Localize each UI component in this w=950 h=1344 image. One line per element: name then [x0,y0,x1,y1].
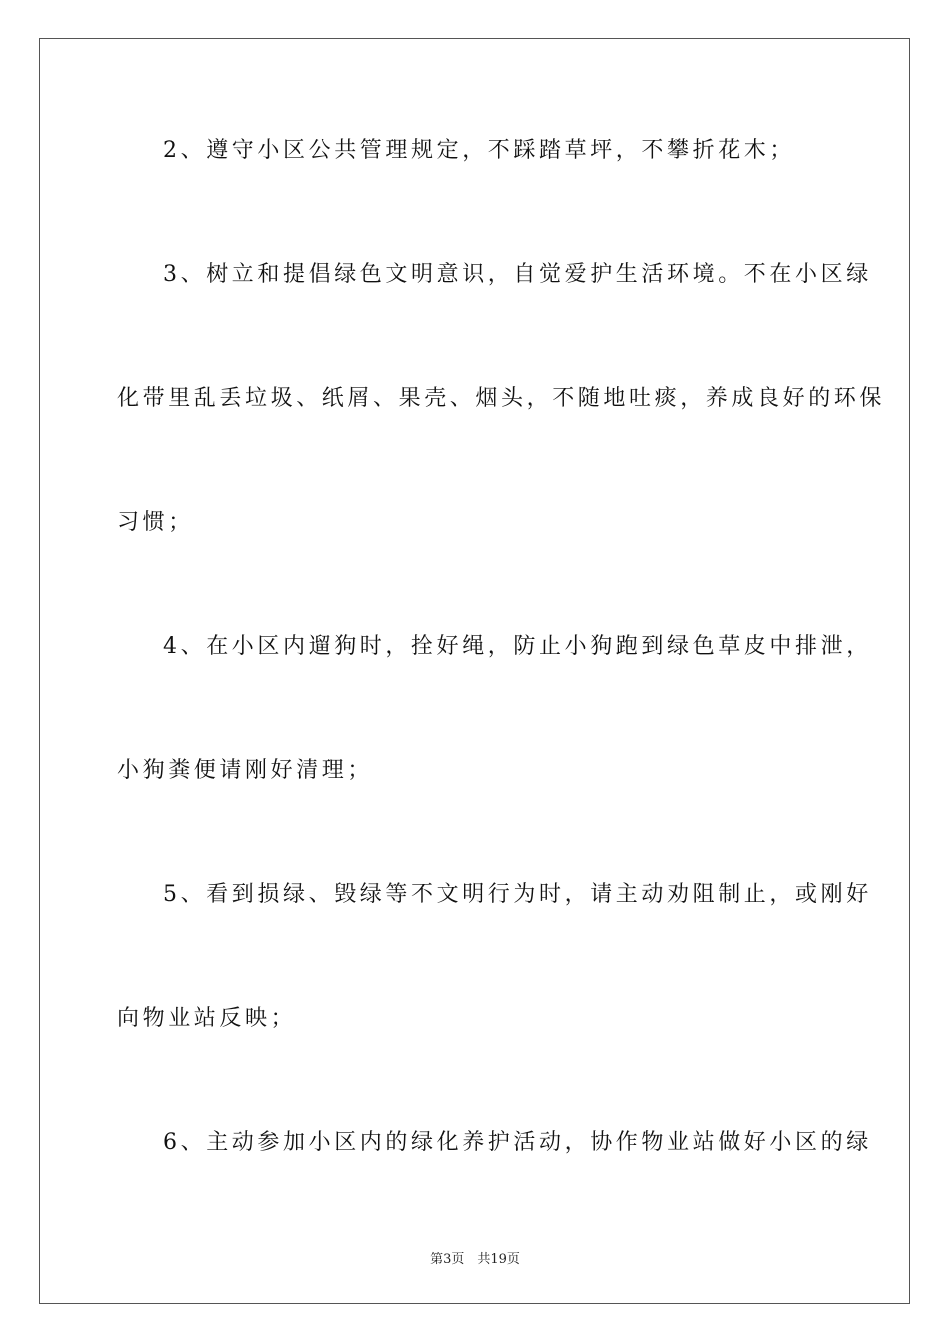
paragraph-line-4a: 4、在小区内遛狗时，拴好绳，防止小狗跑到绿色草皮中排泄， [163,634,872,659]
paragraph-line-3c: 习惯； [117,510,194,535]
page-border [39,38,910,1304]
paragraph-line-5b: 向物业站反映； [117,1006,297,1031]
paragraph-line-6a: 6、主动参加小区内的绿化养护活动，协作物业站做好小区的绿 [163,1130,872,1155]
paragraph-line-3b: 化带里乱丢垃圾、纸屑、果壳、烟头，不随地吐痰，养成良好的环保 [117,386,886,411]
paragraph-line-3a: 3、树立和提倡绿色文明意识，自觉爱护生活环境。不在小区绿 [163,262,872,287]
paragraph-line-5a: 5、看到损绿、毁绿等不文明行为时，请主动劝阻制止，或刚好 [163,882,872,907]
page-number-footer: 第3页 共19页 [430,1252,520,1267]
paragraph-line-4b: 小狗粪便请刚好清理； [117,758,374,783]
paragraph-line-2: 2、遵守小区公共管理规定，不踩踏草坪，不攀折花木； [163,138,795,163]
